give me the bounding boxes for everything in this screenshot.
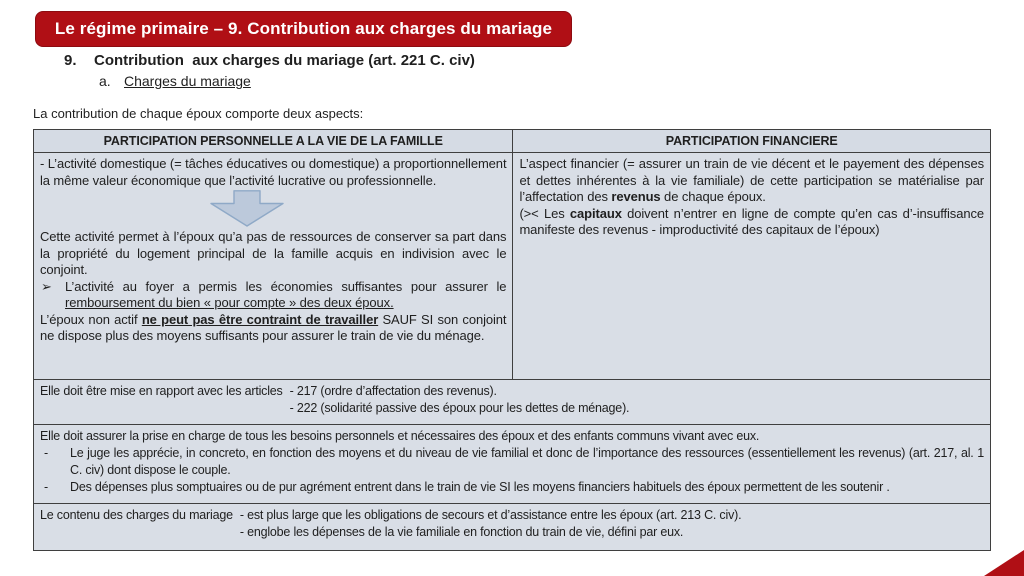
table-besoins-row (34, 425, 991, 504)
besoins-bullet-1-text: Le juge les apprécie, in concreto, en fonction des moyens et du niveau de vie familial et donc de l’importance des ressources (essentiellement les revenus) (art. 217, al. 1 C. civ) dont dispose le couple. (70, 446, 984, 477)
personal-paragraph-3 (40, 312, 506, 345)
personal-paragraph-1: - L’activité domestique (= tâches éducatives ou domestique) a proportionnellement la même valeur économique que l’activité lucrative ou professionnelle. (40, 156, 507, 188)
articles-item-217: - 217 (ordre d’affectation des revenus). (289, 384, 497, 398)
besoins-bullet-1 (40, 445, 984, 479)
besoins-bullet-2 (40, 479, 984, 496)
fin-p2-post: doivent n’entrer en ligne de compte qu’en cas d’-insuffisance manifeste des revenus - improductivité des capitaux de l’époux) (519, 205, 984, 237)
contenu-spacer (40, 524, 233, 541)
p3-text-post: SAUF SI son conjoint ne dispose plus des moyens suffisants pour assurer le train de vie du ménage. (40, 311, 507, 343)
cell-articles (34, 380, 991, 425)
slide-title: Le régime primaire – 9. Contribution aux charges du mariage (54, 19, 553, 38)
col-header-financial: PARTICIPATION FINANCIERE (513, 130, 991, 153)
table-header-row (34, 130, 991, 153)
financial-paragraph-2 (519, 206, 984, 239)
articles-spacer (40, 400, 283, 417)
subheading-letter: a. (99, 73, 111, 89)
fin-p2-bold-capitaux: capitaux (569, 205, 622, 221)
heading-9 (64, 52, 475, 69)
dash-bullet-icon: - (44, 480, 48, 494)
personal-paragraph-2: Cette activité permet à l’époux qu’a pas de ressources de conserver sa part dans la propriété du logement principal de la famille acquis en indivision avec le conjoint. (40, 229, 507, 277)
intro-text: La contribution de chaque époux comporte deux aspects: (33, 106, 364, 121)
col-header-personal: PARTICIPATION PERSONNELLE A LA VIE DE LA FAMILLE (34, 130, 513, 153)
subheading-text: Charges du mariage (124, 73, 251, 89)
bullet-text-plain: L’activité au foyer a permis les économies suffisantes pour assurer le (65, 278, 507, 294)
contenu-item-2: - englobe les dépenses de la vie familiale en fonction du train de vie, défini par eux. (239, 525, 684, 539)
personal-bullet-item (40, 279, 506, 312)
cell-personal-participation (34, 153, 513, 380)
p3-text-emphasized: ne peut pas être contraint de travailler (141, 311, 379, 327)
content-table (33, 129, 991, 551)
table-main-row (34, 153, 991, 380)
fin-p2-pre: (>< Les (519, 205, 570, 221)
contenu-intro: Le contenu des charges du mariage (40, 508, 233, 522)
subheading-a (99, 73, 251, 89)
cell-besoins (34, 425, 991, 504)
p3-text-pre: L’époux non actif (40, 311, 142, 327)
financial-paragraph-1 (519, 156, 984, 206)
fin-p1-bold-revenus: revenus (611, 189, 661, 204)
cell-contenu (34, 504, 991, 551)
heading-text: Contribution aux charges du mariage (art. 221 C. civ) (94, 52, 475, 69)
arrowhead-bullet-icon: ➢ (41, 278, 52, 294)
cell-financial-participation (513, 153, 991, 380)
besoins-line1: Elle doit assurer la prise en charge de tous les besoins personnels et nécessaires des époux et des enfants communs vivant avec eux. (40, 429, 760, 443)
articles-item-222: - 222 (solidarité passive des époux pour les dettes de ménage). (289, 401, 630, 415)
block-arrow-down-icon (14, 190, 480, 227)
contenu-item-1: - est plus large que les obligations de secours et d’assistance entre les époux (art. 213 C. civ). (239, 508, 742, 522)
fin-p1-pre: L’aspect financier (= assurer un train de vie décent et le payement des dépenses et dettes inhérentes à la vie familiale) de cette participation se matérialise par l’affectation des (519, 156, 984, 204)
slide-title-banner (35, 11, 572, 47)
table-contenu-row (34, 504, 991, 551)
heading-number: 9. (64, 52, 77, 69)
corner-triangle-decoration (984, 550, 1024, 576)
articles-intro: Elle doit être mise en rapport avec les articles (40, 384, 283, 398)
bullet-text-underlined: remboursement du bien « pour compte » des deux époux. (65, 295, 394, 310)
besoins-bullet-2-text: Des dépenses plus somptuaires ou de pur agrément entrent dans le train de vie SI les moyens financiers habituels des époux permettent de les soutenir . (70, 480, 890, 494)
table-articles-row (34, 380, 991, 425)
dash-bullet-icon: - (44, 446, 48, 460)
fin-p1-post: de chaque époux. (660, 189, 766, 204)
